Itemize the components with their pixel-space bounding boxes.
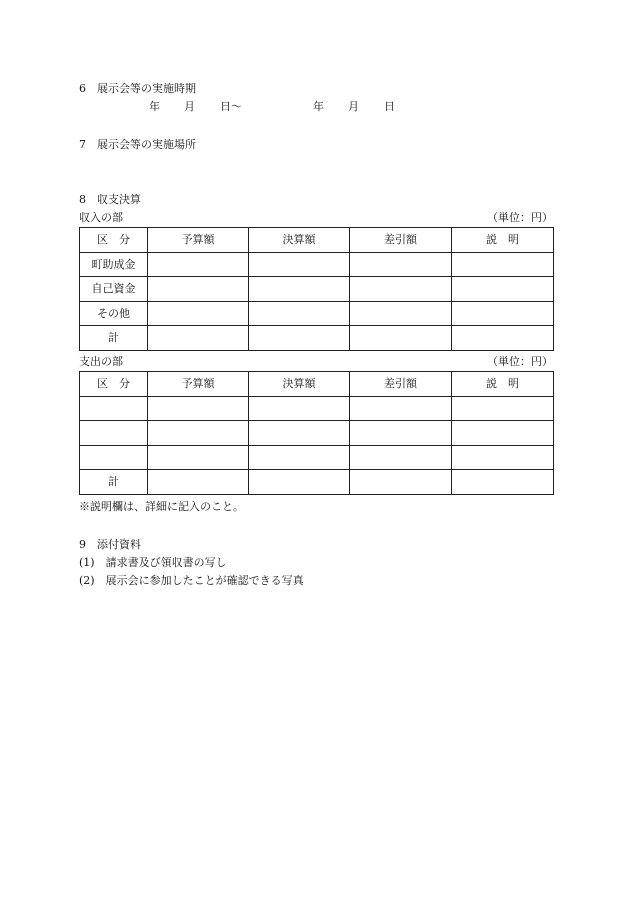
settlement-cell[interactable]	[249, 421, 350, 446]
explanation-cell[interactable]	[452, 470, 554, 495]
settlement-cell[interactable]	[249, 252, 350, 277]
budget-cell[interactable]	[148, 252, 249, 277]
period-date-line	[0, 101, 630, 113]
difference-cell[interactable]	[350, 277, 452, 302]
row-label: その他	[80, 301, 148, 326]
difference-cell[interactable]	[350, 445, 452, 470]
start-year-label: 年	[149, 100, 160, 113]
explanation-cell[interactable]	[452, 396, 554, 421]
col-header-category: 区 分	[80, 372, 148, 397]
difference-cell[interactable]	[350, 470, 452, 495]
explanation-cell[interactable]	[452, 301, 554, 326]
table-row	[80, 301, 554, 326]
budget-cell[interactable]	[148, 445, 249, 470]
settlement-cell[interactable]	[249, 326, 350, 351]
expense-table	[79, 371, 554, 495]
section-8-title: 8 収支決算	[79, 193, 141, 206]
explanation-cell[interactable]	[452, 445, 554, 470]
settlement-cell[interactable]	[249, 470, 350, 495]
end-month-label: 月	[348, 100, 359, 113]
difference-cell[interactable]	[350, 252, 452, 277]
expense-unit-label: （単位：円）	[487, 355, 553, 368]
row-label: 町助成金	[80, 252, 148, 277]
row-label: 自己資金	[80, 277, 148, 302]
col-header-settlement: 決算額	[249, 228, 350, 253]
income-header-row	[80, 228, 554, 253]
difference-cell[interactable]	[350, 326, 452, 351]
expense-header-row	[80, 372, 554, 397]
explanation-cell[interactable]	[452, 252, 554, 277]
attachment-item: (2) 展示会に参加したことが確認できる写真	[79, 574, 304, 587]
table-row	[80, 396, 554, 421]
explanation-cell[interactable]	[452, 277, 554, 302]
table-row	[80, 421, 554, 446]
row-label: 計	[80, 326, 148, 351]
explanation-cell[interactable]	[452, 326, 554, 351]
budget-cell[interactable]	[148, 277, 249, 302]
row-label[interactable]	[80, 445, 148, 470]
budget-cell[interactable]	[148, 326, 249, 351]
col-header-explanation: 説 明	[452, 228, 554, 253]
row-label: 計	[80, 470, 148, 495]
income-section-label: 収入の部	[79, 211, 123, 224]
start-month-label: 月	[184, 100, 195, 113]
section-6-title: 6 展示会等の実施時期	[79, 82, 196, 95]
budget-cell[interactable]	[148, 301, 249, 326]
income-unit-label: （単位：円）	[487, 211, 553, 224]
expense-section-label: 支出の部	[79, 355, 123, 368]
col-header-difference: 差引額	[350, 372, 452, 397]
section-7-title: 7 展示会等の実施場所	[79, 138, 196, 151]
col-header-explanation: 説 明	[452, 372, 554, 397]
settlement-cell[interactable]	[249, 277, 350, 302]
total-row	[80, 470, 554, 495]
attachment-item: (1) 請求書及び領収書の写し	[79, 556, 227, 569]
table-row	[80, 252, 554, 277]
end-year-label: 年	[313, 100, 324, 113]
settlement-cell[interactable]	[249, 301, 350, 326]
explanation-note: ※説明欄は、詳細に記入のこと。	[79, 500, 244, 513]
col-header-settlement: 決算額	[249, 372, 350, 397]
settlement-cell[interactable]	[249, 396, 350, 421]
difference-cell[interactable]	[350, 301, 452, 326]
row-label[interactable]	[80, 421, 148, 446]
col-header-budget: 予算額	[148, 372, 249, 397]
settlement-cell[interactable]	[249, 445, 350, 470]
explanation-cell[interactable]	[452, 421, 554, 446]
col-header-budget: 予算額	[148, 228, 249, 253]
budget-cell[interactable]	[148, 421, 249, 446]
budget-cell[interactable]	[148, 396, 249, 421]
start-day-label: 日〜	[220, 100, 242, 113]
income-table	[79, 227, 554, 351]
total-row	[80, 326, 554, 351]
end-day-label: 日	[384, 100, 395, 113]
col-header-category: 区 分	[80, 228, 148, 253]
table-row	[80, 277, 554, 302]
difference-cell[interactable]	[350, 396, 452, 421]
budget-cell[interactable]	[148, 470, 249, 495]
table-row	[80, 445, 554, 470]
section-9-title: 9 添付資料	[79, 538, 141, 551]
difference-cell[interactable]	[350, 421, 452, 446]
col-header-difference: 差引額	[350, 228, 452, 253]
row-label[interactable]	[80, 396, 148, 421]
